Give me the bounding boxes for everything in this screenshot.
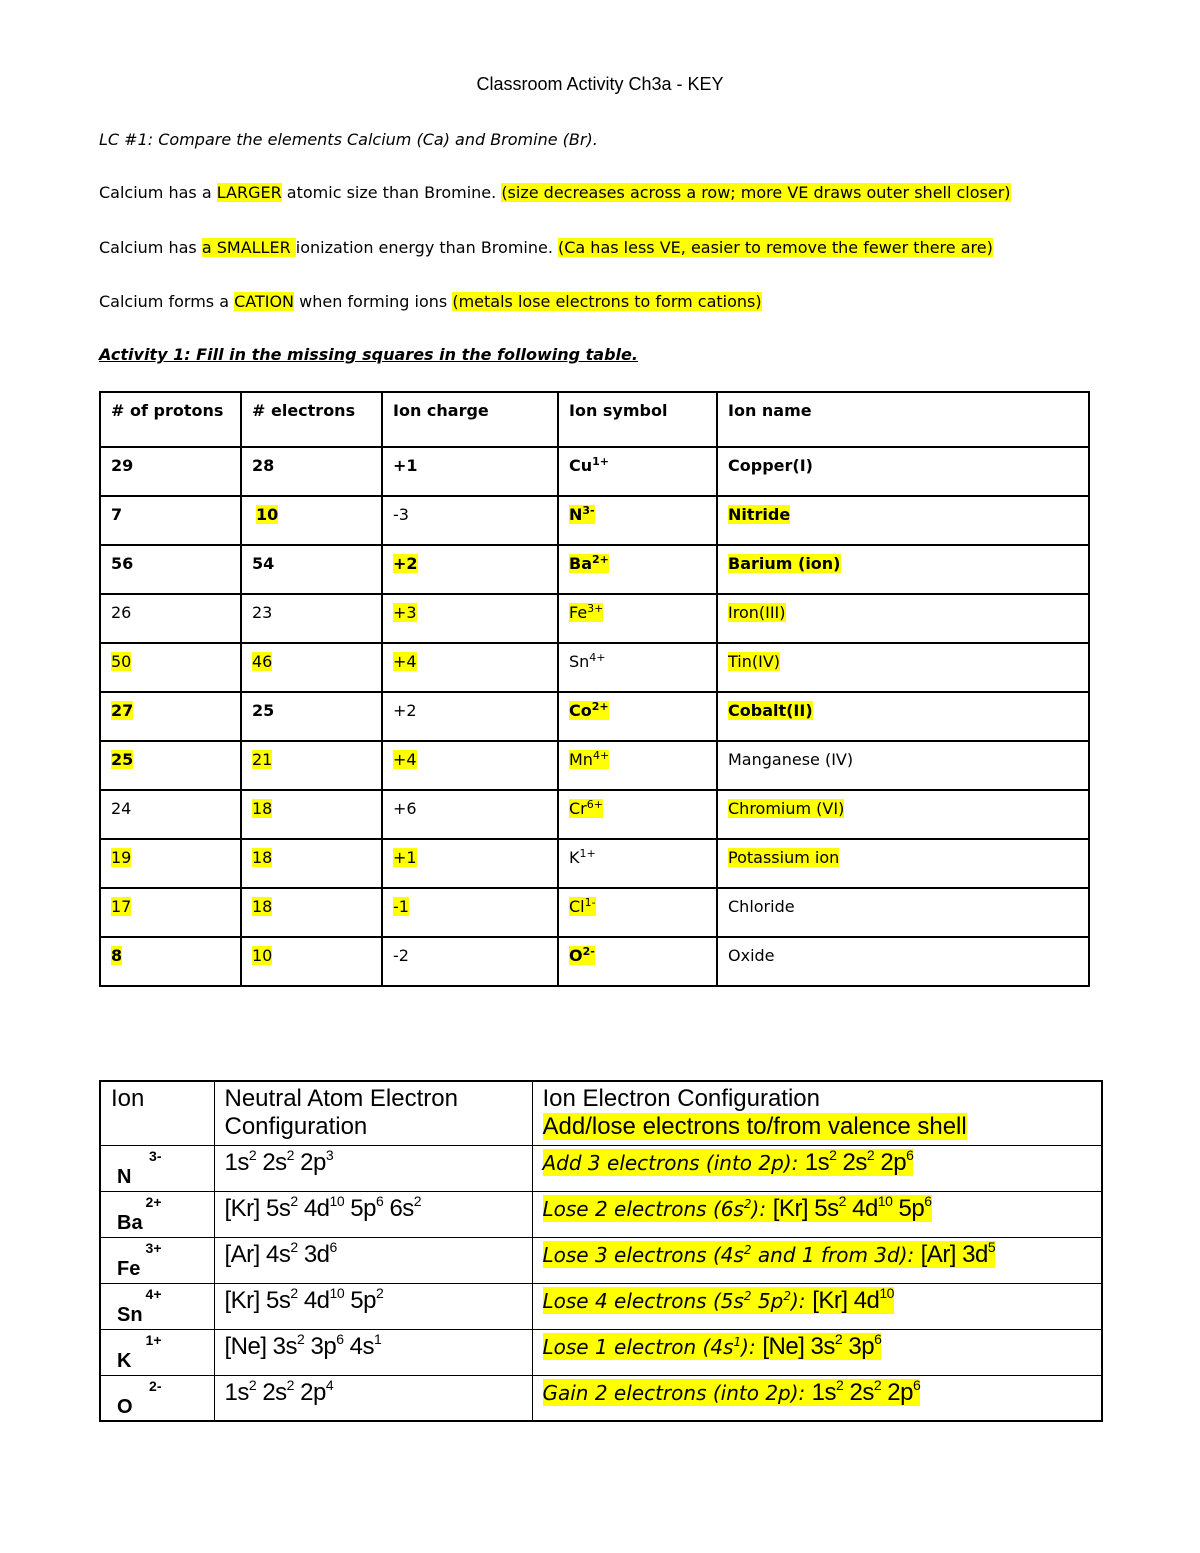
- cell-protons: 27: [100, 692, 241, 741]
- table-row: [100, 790, 1089, 839]
- lc-prompt: LC #1: Compare the elements Calcium (Ca) and Bromine (Br).: [99, 130, 598, 149]
- cell-symbol: $Cu^{1+}$: [558, 447, 717, 496]
- cell-charge: +2: [382, 692, 558, 741]
- table-row: [100, 545, 1089, 594]
- cell-symbol: $Fe^{3+}$: [558, 594, 717, 643]
- table-row: [100, 496, 1089, 545]
- cell-protons: 25: [100, 741, 241, 790]
- cell-charge: +6: [382, 790, 558, 839]
- neutral-config: $1s^2$ $2s^2$ $2p^3$: [214, 1145, 532, 1191]
- config-row: [100, 1237, 1102, 1283]
- cell-name: Iron(III): [717, 594, 1089, 643]
- cell-protons: 19: [100, 839, 241, 888]
- header-neutral-config: Neutral Atom Electron Configuration: [214, 1081, 532, 1145]
- cell-protons: 50: [100, 643, 241, 692]
- cell-name: Cobalt(II): [717, 692, 1089, 741]
- table-row: [100, 692, 1089, 741]
- header-symbol: Ion symbol: [558, 392, 717, 447]
- page-title: Classroom Activity Ch3a - KEY: [476, 74, 724, 94]
- activity-heading: Activity 1: Fill in the missing squares in the following table.: [99, 345, 638, 364]
- cell-symbol: $Cr^{6+}$: [558, 790, 717, 839]
- cell-electrons: 28: [241, 447, 382, 496]
- cell-name: Manganese (IV): [717, 741, 1089, 790]
- cell-electrons: 18: [241, 790, 382, 839]
- cell-charge: +1: [382, 839, 558, 888]
- header-electrons: # electrons: [241, 392, 382, 447]
- table-header-row: [100, 392, 1089, 447]
- cell-symbol: $O^{2-}$: [558, 937, 717, 986]
- cell-symbol: $Ba^{2+}$: [558, 545, 717, 594]
- cell-electrons: 46: [241, 643, 382, 692]
- ion-config: Lose 2 electrons $(6s^2)$: [Kr] $5s^2$ $4d^{10}$ $5p^6$: [532, 1191, 1102, 1237]
- statement-cation: Calcium forms a CATION when forming ions (metals lose electrons to form cations): [99, 292, 762, 311]
- cell-charge: +2: [382, 545, 558, 594]
- cell-name: Tin(IV): [717, 643, 1089, 692]
- cell-electrons: 10: [241, 937, 382, 986]
- header-ion-config: Ion Electron Configuration Add/lose electrons to/from valence shell: [532, 1081, 1102, 1145]
- ion-label: 2- O: [100, 1375, 214, 1421]
- cell-symbol: $Mn^{4+}$: [558, 741, 717, 790]
- config-row: [100, 1145, 1102, 1191]
- ion-config: Lose 4 electrons ($5s^2$ $5p^2$): [Kr] $4d^{10}$: [532, 1283, 1102, 1329]
- header-protons: # of protons: [100, 392, 241, 447]
- ion-table: [99, 391, 1090, 987]
- cell-name: Barium (ion): [717, 545, 1089, 594]
- config-row: [100, 1375, 1102, 1421]
- cell-symbol: $Co^{2+}$: [558, 692, 717, 741]
- cell-symbol: $Cl^{1-}$: [558, 888, 717, 937]
- cell-name: Potassium ion: [717, 839, 1089, 888]
- cell-electrons: 21: [241, 741, 382, 790]
- cell-charge: +3: [382, 594, 558, 643]
- neutral-config: [Kr] $5s^2$ $4d^{10}$ $5p^6$ $6s^2$: [214, 1191, 532, 1237]
- ion-label: 3+ Fe: [100, 1237, 214, 1283]
- cell-electrons: 18: [241, 888, 382, 937]
- cell-protons: 8: [100, 937, 241, 986]
- table-row: [100, 937, 1089, 986]
- config-row: [100, 1329, 1102, 1375]
- cell-charge: +1: [382, 447, 558, 496]
- neutral-config: [Kr] $5s^2$ $4d^{10}$ $5p^2$: [214, 1283, 532, 1329]
- cell-charge: -3: [382, 496, 558, 545]
- cell-charge: -1: [382, 888, 558, 937]
- ion-config: Add 3 electrons (into 2p): $1s^2$ $2s^2$ $2p^6$: [532, 1145, 1102, 1191]
- ion-label: 3- N: [100, 1145, 214, 1191]
- cell-protons: 7: [100, 496, 241, 545]
- ion-config: Lose 1 electron $(4s^1)$: [Ne] $3s^2$ $3p^6$: [532, 1329, 1102, 1375]
- table-row: [100, 594, 1089, 643]
- header-charge: Ion charge: [382, 392, 558, 447]
- cell-charge: +4: [382, 741, 558, 790]
- table-row: [100, 741, 1089, 790]
- neutral-config: [Ar] $4s^2$ $3d^6$: [214, 1237, 532, 1283]
- cell-name: Copper(I): [717, 447, 1089, 496]
- cell-electrons: 10: [241, 496, 382, 545]
- config-row: [100, 1283, 1102, 1329]
- cell-electrons: 25: [241, 692, 382, 741]
- ion-label: 1+ K: [100, 1329, 214, 1375]
- cell-symbol: $Sn^{4+}$: [558, 643, 717, 692]
- cell-protons: 56: [100, 545, 241, 594]
- config-header-row: [100, 1081, 1102, 1145]
- cell-electrons: 54: [241, 545, 382, 594]
- config-row: [100, 1191, 1102, 1237]
- cell-charge: +4: [382, 643, 558, 692]
- cell-name: Oxide: [717, 937, 1089, 986]
- neutral-config: $1s^2$ $2s^2$ $2p^4$: [214, 1375, 532, 1421]
- neutral-config: [Ne] $3s^2$ $3p^6$ $4s^1$: [214, 1329, 532, 1375]
- header-ion: Ion: [100, 1081, 214, 1145]
- cell-protons: 24: [100, 790, 241, 839]
- table-row: [100, 643, 1089, 692]
- cell-protons: 26: [100, 594, 241, 643]
- cell-symbol: $N^{3-}$: [558, 496, 717, 545]
- cell-charge: -2: [382, 937, 558, 986]
- table-row: [100, 447, 1089, 496]
- statement-ionization: Calcium has a SMALLER ionization energy than Bromine. (Ca has less VE, easier to remove the fewer there are): [99, 238, 993, 257]
- cell-name: Chromium (VI): [717, 790, 1089, 839]
- ion-config: Gain 2 electrons (into 2p): $1s^2$ $2s^2$ $2p^6$: [532, 1375, 1102, 1421]
- cell-protons: 29: [100, 447, 241, 496]
- cell-electrons: 23: [241, 594, 382, 643]
- cell-symbol: $K^{1+}$: [558, 839, 717, 888]
- cell-protons: 17: [100, 888, 241, 937]
- header-name: Ion name: [717, 392, 1089, 447]
- ion-config: Lose 3 electrons ($4s^2$ and 1 from 3d): [Ar] $3d^5$: [532, 1237, 1102, 1283]
- cell-name: Chloride: [717, 888, 1089, 937]
- ion-label: 2+ Ba: [100, 1191, 214, 1237]
- ion-label: 4+ Sn: [100, 1283, 214, 1329]
- cell-name: Nitride: [717, 496, 1089, 545]
- electron-config-table: [99, 1080, 1103, 1422]
- statement-atomic-size: Calcium has a LARGER atomic size than Bromine. (size decreases across a row; more VE draws outer shell closer): [99, 183, 1011, 202]
- table-row: [100, 839, 1089, 888]
- table-row: [100, 888, 1089, 937]
- cell-electrons: 18: [241, 839, 382, 888]
